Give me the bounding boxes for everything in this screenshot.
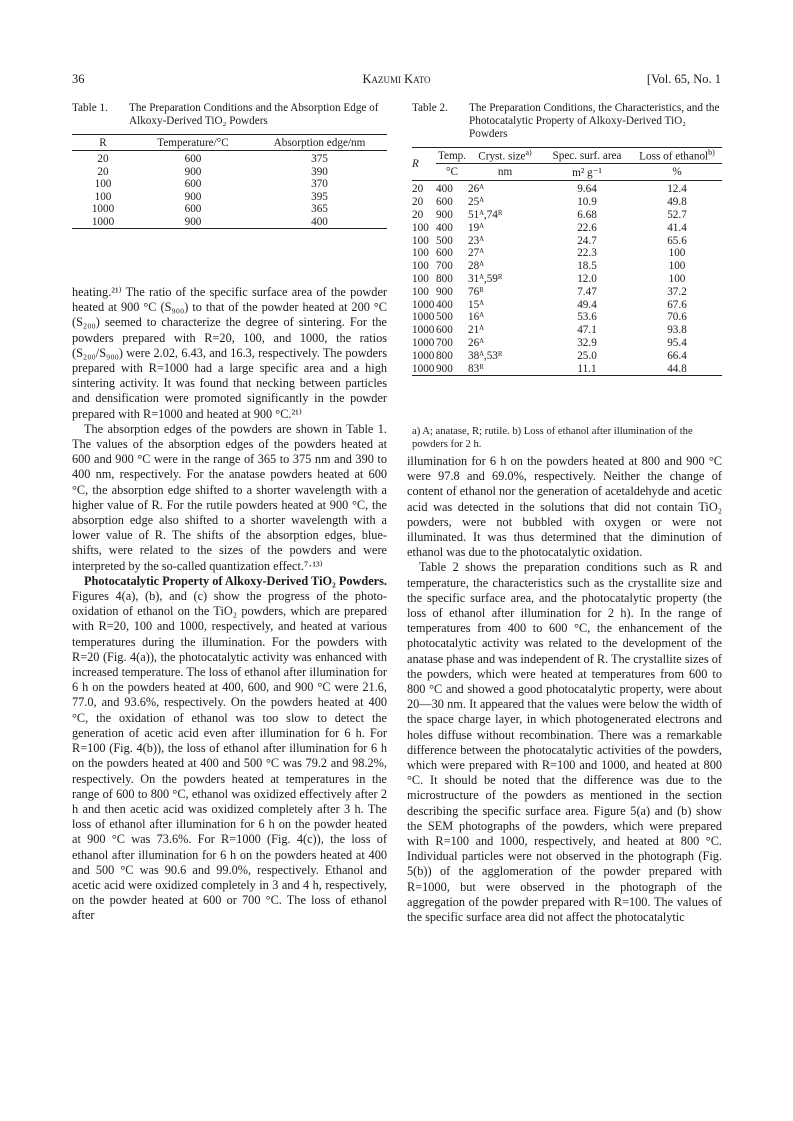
table2-row <box>412 196 722 209</box>
table2-cell: 600 <box>436 247 453 260</box>
table1-cell: 375 <box>311 153 328 166</box>
table2-cell: 700 <box>436 336 453 349</box>
table2-cell: 400 <box>436 183 453 196</box>
table2-cell: 100 <box>668 247 686 260</box>
table2-cell: 7.47 <box>577 285 597 298</box>
table2-unit-temp: °C <box>436 164 468 181</box>
table2-cell: 900 <box>436 362 453 375</box>
table1-row <box>72 216 387 229</box>
table1-label: Table 1. <box>72 102 108 114</box>
table2-cell: 100 <box>668 272 686 285</box>
table2-cell: 400 <box>436 221 453 234</box>
table2-cell: 76ᴿ <box>468 285 484 298</box>
table2-cell: 100 <box>412 247 429 260</box>
table1-cell: 900 <box>184 215 202 228</box>
table1-cell: 600 <box>184 203 202 216</box>
table2-row <box>412 324 722 337</box>
table2-cell: 800 <box>436 272 453 285</box>
table2-cell: 28ᴬ <box>468 260 484 273</box>
table2-cell: 600 <box>436 324 453 337</box>
table1-row <box>72 203 387 216</box>
table1-row <box>72 151 387 166</box>
running-author: Kazumi Kato <box>362 72 431 86</box>
table1-caption-text: The Preparation Conditions and the Absorption Edge of Alkoxy-Derived TiO₂ Powders <box>129 102 379 127</box>
table2-cell: 900 <box>436 208 453 221</box>
table2-row <box>412 362 722 375</box>
table1-cell: 390 <box>311 165 328 178</box>
table2-cell: 800 <box>436 349 453 362</box>
table2-cell: 25ᴬ <box>468 196 484 209</box>
table1-col-absorption: Absorption edge/nm <box>273 136 366 149</box>
table2-cell: 11.1 <box>577 362 597 375</box>
table2-col-cryst-label: Cryst. size <box>478 150 526 163</box>
table2-col-r: R <box>412 158 419 170</box>
table1-cell: 365 <box>311 203 328 216</box>
table2-cell: 32.9 <box>577 336 597 349</box>
table1-col-r: R <box>99 136 107 149</box>
table2-cell: 12.4 <box>667 183 687 196</box>
table1-cell: 600 <box>184 153 202 166</box>
table2-cell: 21ᴬ <box>468 324 484 337</box>
table2-cell: 20 <box>412 183 424 196</box>
table2-note-a-marker: a) <box>525 148 532 158</box>
section-heading: Photocatalytic Property of Alkoxy-Derived TiO₂ Powders. <box>84 573 387 588</box>
table2-cell: 93.8 <box>667 324 687 337</box>
left-column <box>72 285 387 924</box>
table2-row <box>412 337 722 350</box>
table1-cell: 20 <box>97 165 109 178</box>
table2-row <box>412 260 722 273</box>
table1-cell: 370 <box>311 178 328 191</box>
table2-cell: 1000 <box>412 298 435 311</box>
table2-note-b-marker: b) <box>708 148 715 158</box>
table2-cell: 24.7 <box>577 234 597 247</box>
table1-row <box>72 178 387 191</box>
table2-cell: 22.6 <box>577 221 597 234</box>
table2-cell: 10.9 <box>577 196 597 209</box>
table2-cell: 51ᴬ,74ᴿ <box>468 208 503 221</box>
table2-cell: 6.68 <box>577 208 597 221</box>
table1 <box>72 134 387 229</box>
table2-header-row <box>412 148 722 164</box>
table2-caption <box>412 102 724 144</box>
table2-cell: 83ᴿ <box>468 362 484 375</box>
table2-cell: 1000 <box>412 324 435 337</box>
section-text: Figures 4(a), (b), and (c) show the progress of the photo-oxidation of ethanol on the TiO₂ powders, which are prepared with R=20, 100 and 1000, respectively, and heated at various temperatures during the illumination. For the powders with R=20 (Fig. 4(a)), the photocatalytic activity was enhanced with increased temperature. The loss of ethanol after illumination for 6 h on the powders heated at 400, 600, and 900 °C were 21.6, 77.0, and 93.6%, respectively. On the powders heated at 400 °C, the oxidation of ethanol was too slow to detect the generation of acetic acid even after illumination for 6 h. For R=100 (Fig. 4(b)), the loss of ethanol after illumination for 6 h on the powders heated at 400 and 500 °C was 79.2 and 98.2%, respectively. On the powders heated at temperatures in the range of 600 to 800 °C, ethanol was oxidized effectively after 2 h and then acetic acid was oxidized completely after 3 h. The loss of ethanol after illumination for 6 h on the powder heated at 900 °C was 73.6%. For R=1000 (Fig. 4(c)), the loss of ethanol after illumination for 6 h on the powders heated at 400 and 500 °C was 90.6 and 99.0%, respectively. Ethanol and acetic acid were oxidized completely in 3 and 4 h, respectively, on the powder heated at 600 or 700 °C. The loss of ethanol after <box>72 589 387 923</box>
table2-row <box>412 349 722 362</box>
table2-cell: 27ᴬ <box>468 247 484 260</box>
table2-cell: 9.64 <box>577 183 597 196</box>
table2-cell: 67.6 <box>667 298 687 311</box>
table1-header-row <box>72 135 387 151</box>
table1-cell: 400 <box>311 215 328 228</box>
table2-cell: 1000 <box>412 362 435 375</box>
table2-col-temp: Temp. <box>437 149 467 162</box>
table2-cell: 20 <box>412 196 424 209</box>
table2-cell: 400 <box>436 298 453 311</box>
table2-row <box>412 234 722 247</box>
table2-cell: 23ᴬ <box>468 234 484 247</box>
body-paragraph: illumination for 6 h on the powders heated at 800 and 900 °C were 97.8 and 69.0%, respectively. Neither the change of content of ethanol nor the generation of acetaldehyde and acetic acid was detected in the solutions that did not contain TiO₂ powders, were not bubbled with oxygen or were not illuminated. It was thus determined that the diminution of ethanol was due to the photocatalytic oxidation. <box>407 454 722 560</box>
page-number: 36 <box>72 72 85 86</box>
table2-cell: 100 <box>412 234 429 247</box>
table2-cell: 100 <box>412 272 429 285</box>
table2-row <box>412 181 722 196</box>
table2-footnote: a) A; anatase, R; rutile. b) Loss of ethanol after illumination of the powders for 2 h. <box>412 426 693 450</box>
table2-row <box>412 298 722 311</box>
table2-units-row <box>412 164 722 181</box>
table1-cell: 395 <box>311 190 328 203</box>
table2-cell: 47.1 <box>577 324 597 337</box>
table2-cell: 500 <box>436 234 453 247</box>
table1-cell: 20 <box>97 153 109 166</box>
table2-cell: 600 <box>436 196 453 209</box>
table2-cell: 41.4 <box>667 221 687 234</box>
table1-cell: 100 <box>94 178 112 191</box>
table2-cell: 22.3 <box>577 247 597 260</box>
table2-label: Table 2. <box>412 102 448 114</box>
table2-cell: 18.5 <box>577 260 597 273</box>
table2-cell: 100 <box>412 260 429 273</box>
right-column <box>407 454 722 925</box>
table2-unit-cryst: nm <box>468 164 542 181</box>
table2-cell: 1000 <box>412 336 435 349</box>
table2-cell: 26ᴬ <box>468 336 484 349</box>
body-paragraph: The absorption edges of the powders are shown in Table 1. The values of the absorption edges of the powders heated at 600 and 900 °C were in the range of 365 to 375 nm and 390 to 400 nm, respectively. For the anatase powders heated at 600 °C, the absorption edge shifted to a shorter wavelength with a higher value of R. For the rutile powders heated at 900 °C, the absorption edge also shifted to a shorter wavelength with a lower value of R. The shifts of the absorption edges, blue-shifts, were related to the sizes of the powders and were interpreted by the so-called quantization effect.⁷·¹³⁾ <box>72 421 387 573</box>
table1-cell: 900 <box>184 190 202 203</box>
table2-row <box>412 311 722 324</box>
table2-unit-surface: m² g⁻¹ <box>542 164 632 181</box>
table2-unit-loss: % <box>632 164 722 181</box>
table2-row <box>412 209 722 222</box>
table2-cell: 700 <box>436 260 453 273</box>
table2-cell: 19ᴬ <box>468 221 484 234</box>
table2-row <box>412 273 722 286</box>
table2-cell: 500 <box>436 311 453 324</box>
table2-cell: 1000 <box>412 311 435 324</box>
table1-row <box>72 166 387 179</box>
table1-cell: 1000 <box>91 215 115 228</box>
table2-cell: 15ᴬ <box>468 298 484 311</box>
table2-cell: 16ᴬ <box>468 311 484 324</box>
table2-cell: 25.0 <box>577 349 597 362</box>
table1-cell: 100 <box>94 190 112 203</box>
table1-col-temperature: Temperature/°C <box>157 136 229 149</box>
table2-cell: 37.2 <box>667 285 687 298</box>
table2-cell: 49.8 <box>667 196 687 209</box>
table2-row <box>412 221 722 234</box>
table2-cell: 65.6 <box>667 234 687 247</box>
table2-row <box>412 285 722 298</box>
table2 <box>412 147 722 376</box>
table2-cell: 95.4 <box>667 336 687 349</box>
table2-cell: 38ᴬ,53ᴿ <box>468 349 503 362</box>
table1-cell: 1000 <box>91 203 115 216</box>
table1-cell: 900 <box>184 165 202 178</box>
table2-col-cryst <box>468 148 542 164</box>
table2-cell: 100 <box>412 221 429 234</box>
table2-cell: 70.6 <box>667 311 687 324</box>
table2-cell: 26ᴬ <box>468 183 484 196</box>
table2-cell: 52.7 <box>667 208 687 221</box>
table2-caption-text: The Preparation Conditions, the Characteristics, and the Photocatalytic Property of Alkoxy-Derived TiO₂ Powders <box>469 102 720 140</box>
table2-cell: 44.8 <box>667 362 687 375</box>
table2-cell: 1000 <box>412 349 435 362</box>
table2-cell: 100 <box>412 285 429 298</box>
body-paragraph: Table 2 shows the preparation conditions such as R and temperature, the characteristics such as the crystallite size and the specific surface area, and the photocatalytic property (the loss of ethanol after illumination for 2 h). In the range of temperatures from 400 to 600 °C, the enhancement of the photocatalytic activity was related to the development of the anatase phase and was independent of R. The crystallite sizes of the powders, which were heated at temperatures from 600 to 800 °C and showed a good photocatalytic property, were about 20—30 nm. It appeared that the values were below the width of the space charge layer, in which photogenerated electrons and holes diffuse without recombination. There was a remarkable difference between the photocatalytic activities of the powders, which were prepared with R=100 and 1000, and heated at 800 °C. It should be noted that the difference was due to the microstructure of the powders as mentioned in the section describing the specific surface area. Figure 5(a) and (b) show the SEM photographs of the powders, which were prepared with R=100 and 1000, respectively, and heated at 800 °C. Individual particles were not observed in the photograph (Fig. 5(b)) of the agglomeration of the powder prepared with R=1000, but were observed in the photograph of the aggregation of the powder prepared with R=100. The values of the specific surface area did not affect the photocatalytic <box>407 560 722 925</box>
table2-col-surface: Spec. surf. area <box>552 149 622 162</box>
table2-cell: 100 <box>668 260 686 273</box>
table2-cell: 53.6 <box>577 311 597 324</box>
table2-cell: 12.0 <box>577 272 597 285</box>
table2-cell: 31ᴬ,59ᴿ <box>468 272 503 285</box>
table2-cell: 66.4 <box>667 349 687 362</box>
table2-col-loss <box>632 148 722 164</box>
table2-row <box>412 247 722 260</box>
table1-row <box>72 191 387 204</box>
table2-col-loss-label: Loss of ethanol <box>639 150 709 163</box>
journal-volume: [Vol. 65, No. 1 <box>646 72 721 86</box>
table1-caption <box>72 102 392 130</box>
body-paragraph: heating.²¹⁾ The ratio of the specific surface area of the powder heated at 900 °C (S₉₀₀) to that of the powder heated at 200 °C (S₂₀₀) seemed to characterize the degree of sintering. For the powders prepared with R=20, 100, and 1000, the ratios (S₂₀₀/S₉₀₀) were 2.02, 6.43, and 16.3, respectively. The powders prepared with R=1000 had a large specific area and a high sintering activity. It was found that necking between particles and densification were promoted significantly in the powder prepared with R=1000 and heated at 900 °C.²¹⁾ <box>72 285 387 421</box>
table2-cell: 49.4 <box>577 298 597 311</box>
table2-cell: 20 <box>412 208 424 221</box>
table1-cell: 600 <box>184 178 202 191</box>
body-paragraph <box>72 574 387 924</box>
table2-cell: 900 <box>436 285 453 298</box>
